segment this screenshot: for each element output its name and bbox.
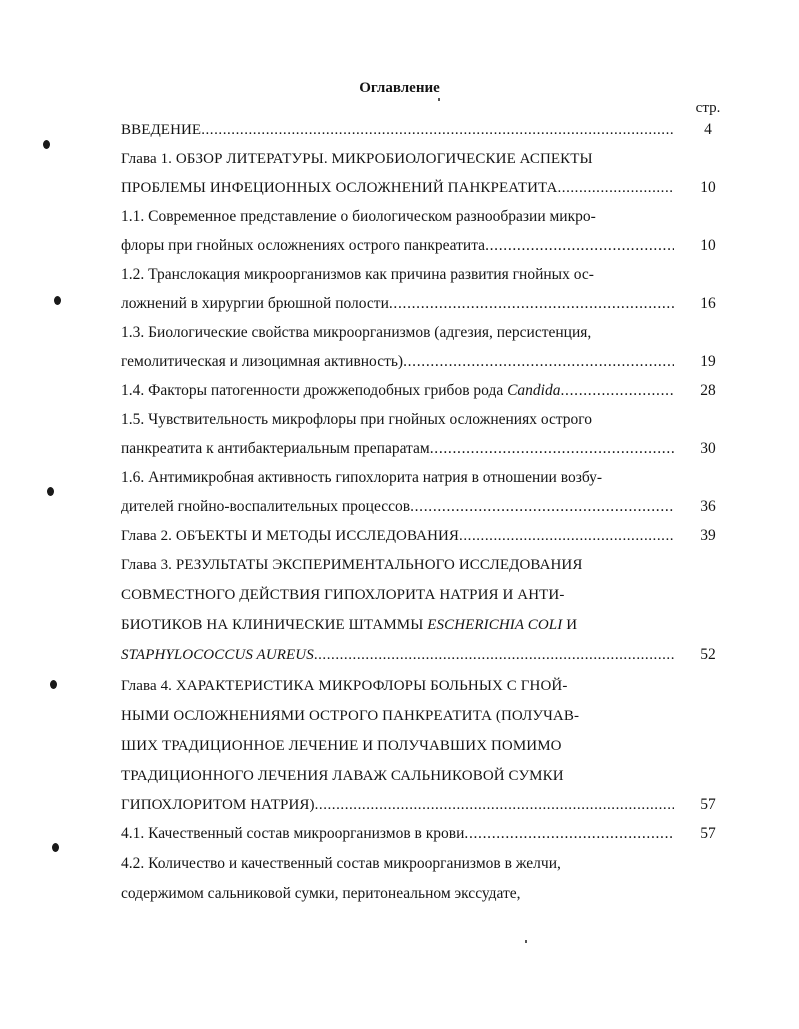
binding-hole-mark <box>47 487 54 496</box>
toc-entry-1-2-line-2[interactable] <box>121 291 674 317</box>
dot-leader <box>430 436 674 462</box>
toc-entry-4-2-line-2[interactable]: содержимом сальниковой сумки, перитонеальном экссудате, <box>121 885 521 902</box>
toc-page-number: 57 <box>700 796 716 813</box>
conjunction-text: И <box>566 617 578 633</box>
toc-entry-text-plain: 1.4. Факторы патогенности дрожжеподобных грибов рода <box>121 382 504 399</box>
dot-leader <box>485 233 674 259</box>
toc-page-number: 19 <box>700 353 716 370</box>
toc-entry-text: флоры при гнойных осложнениях острого панкреатита <box>121 237 486 254</box>
toc-entry-chapter-4-line-3[interactable]: ШИХ ТРАДИЦИОННОЕ ЛЕЧЕНИЕ И ПОЛУЧАВШИХ ПОМИМО <box>121 738 562 754</box>
toc-entry-1-6-line-2[interactable] <box>121 494 674 520</box>
binding-hole-mark <box>43 140 50 149</box>
binding-hole-mark <box>52 843 59 852</box>
binding-hole-mark <box>54 296 61 305</box>
toc-entry-text <box>121 642 314 668</box>
toc-page-number: 10 <box>700 237 716 254</box>
toc-entry-text: Глава 2. ОБЪЕКТЫ И МЕТОДЫ ИССЛЕДОВАНИЯ <box>121 528 460 544</box>
toc-entry-1-3-line-1[interactable]: 1.3. Биологические свойства микроорганизмов (адгезия, персистенция, <box>121 324 592 341</box>
toc-entry-4-1[interactable] <box>121 821 674 847</box>
toc-entry-text: ПРОБЛЕМЫ ИНФЕЦИОННЫХ ОСЛОЖНЕНИЙ ПАНКРЕАТИТА <box>121 180 558 196</box>
toc-entry-chapter-4-line-2[interactable]: НЫМИ ОСЛОЖНЕНИЯМИ ОСТРОГО ПАНКРЕАТИТА (ПОЛУЧАВ- <box>121 708 580 724</box>
toc-entry-1-2-line-1[interactable]: 1.2. Транслокация микроорганизмов как причина развития гнойных ос- <box>121 266 594 283</box>
toc-entry-text: панкреатита к антибактериальным препаратам <box>121 440 430 457</box>
toc-entry-text: ГИПОХЛОРИТОМ НАТРИЯ) <box>121 797 315 813</box>
dot-leader <box>561 378 675 404</box>
toc-entry-1-3-line-2[interactable] <box>121 349 674 375</box>
toc-entry-text: 4.1. Качественный состав микроорганизмов в крови <box>121 825 465 842</box>
dot-leader <box>314 642 674 668</box>
toc-entry-introduction[interactable] <box>121 117 674 143</box>
dot-leader <box>201 117 674 143</box>
species-name-italic: STAPHYLOCOCCUS AUREUS <box>121 647 314 663</box>
toc-page-number: 10 <box>700 179 716 196</box>
toc-entry-text: ложнений в хирургии брюшной полости <box>121 295 389 312</box>
dot-leader <box>403 349 674 375</box>
species-name-italic: ESCHERICHIA COLI <box>427 617 563 633</box>
page-column-label: стр. <box>695 100 721 116</box>
toc-page-number: 16 <box>700 295 716 312</box>
toc-entry-1-5-line-2[interactable] <box>121 436 674 462</box>
toc-entry-chapter-3-line-3[interactable] <box>121 612 577 638</box>
toc-entry-text: дителей гнойно-воспалительных процессов <box>121 498 411 515</box>
toc-entry-1-4[interactable] <box>121 378 674 404</box>
toc-entry-chapter-1-line-2[interactable] <box>121 175 674 201</box>
toc-page-number: 36 <box>700 498 716 515</box>
toc-entry-chapter-1-line-1[interactable]: Глава 1. ОБЗОР ЛИТЕРАТУРЫ. МИКРОБИОЛОГИЧЕСКИЕ АСПЕКТЫ <box>121 151 593 167</box>
toc-entry-text: гемолитическая и лизоцимная активность) <box>121 353 404 370</box>
toc-entry-4-2-line-1[interactable]: 4.2. Количество и качественный состав микроорганизмов в желчи, <box>121 855 561 872</box>
dot-leader <box>410 494 674 520</box>
toc-entry-1-1-line-2[interactable] <box>121 233 674 259</box>
toc-entry-1-5-line-1[interactable]: 1.5. Чувствительность микрофлоры при гнойных осложнениях острого <box>121 411 593 428</box>
dot-leader <box>389 291 674 317</box>
binding-hole-mark <box>50 680 57 689</box>
toc-entry-1-1-line-1[interactable]: 1.1. Современное представление о биологическом разнообразии микро- <box>121 208 596 225</box>
toc-page-number: 28 <box>700 382 716 399</box>
toc-page-number: 4 <box>704 121 712 138</box>
toc-entry-chapter-2[interactable] <box>121 523 674 549</box>
toc-page-number: 57 <box>700 825 716 842</box>
scan-speck <box>438 98 440 101</box>
toc-page-number: 52 <box>700 646 716 663</box>
toc-entry-text-plain: БИОТИКОВ НА КЛИНИЧЕСКИЕ ШТАММЫ <box>121 617 424 633</box>
toc-entry-chapter-4-line-4[interactable]: ТРАДИЦИОННОГО ЛЕЧЕНИЯ ЛАВАЖ САЛЬНИКОВОЙ СУМКИ <box>121 768 564 784</box>
page-title: Оглавление <box>359 80 440 96</box>
toc-entry-chapter-3-line-4[interactable] <box>121 642 674 668</box>
toc-entry-chapter-4-line-1[interactable]: Глава 4. ХАРАКТЕРИСТИКА МИКРОФЛОРЫ БОЛЬНЫХ С ГНОЙ- <box>121 678 568 694</box>
genus-name-italic: Candida <box>507 382 561 399</box>
toc-entry-text: ВВЕДЕНИЕ <box>121 122 202 138</box>
scan-speck <box>525 940 527 943</box>
dot-leader <box>464 821 674 847</box>
toc-page-number: 39 <box>700 527 716 544</box>
toc-entry-1-6-line-1[interactable]: 1.6. Антимикробная активность гипохлорита натрия в отношении возбу- <box>121 469 603 486</box>
toc-page-number: 30 <box>700 440 716 457</box>
dot-leader <box>315 792 674 818</box>
dot-leader <box>459 523 674 549</box>
dot-leader <box>557 175 674 201</box>
toc-entry-chapter-4-line-5[interactable] <box>121 792 674 818</box>
toc-entry-text <box>121 378 561 404</box>
toc-entry-chapter-3-line-1[interactable]: Глава 3. РЕЗУЛЬТАТЫ ЭКСПЕРИМЕНТАЛЬНОГО ИССЛЕДОВАНИЯ <box>121 557 583 573</box>
toc-entry-chapter-3-line-2[interactable]: СОВМЕСТНОГО ДЕЙСТВИЯ ГИПОХЛОРИТА НАТРИЯ И АНТИ- <box>121 587 565 603</box>
